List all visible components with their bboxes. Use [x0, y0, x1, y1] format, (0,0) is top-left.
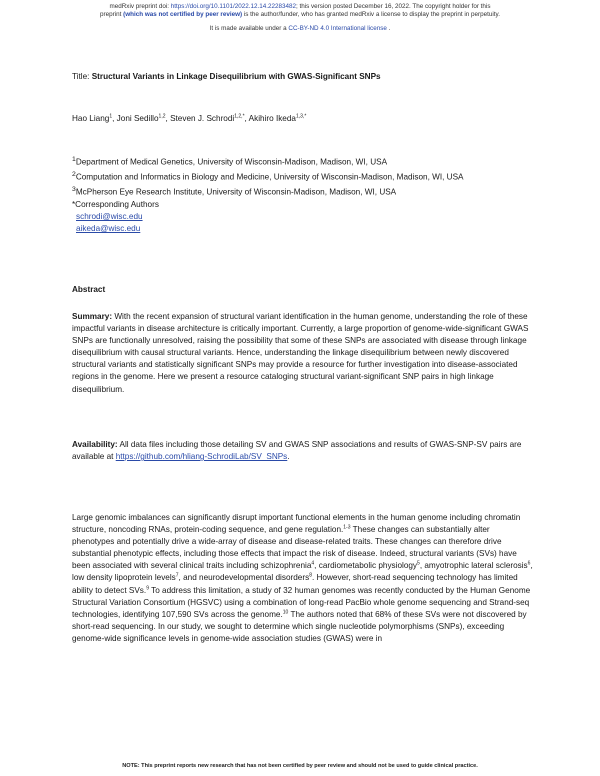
affiliations: [72, 154, 537, 235]
abstract-availability: Availability: All data files including those detailing SV and GWAS SNP associations and results of GWAS-SNP-SV pairs are available at https://github.com/hliang-SchrodiLab/SV_SNPs.: [72, 440, 522, 462]
email-link[interactable]: aikeda@wisc.edu: [76, 224, 141, 234]
github-link[interactable]: https://github.com/hliang-SchrodiLab/SV_SNPs: [115, 452, 288, 462]
preprint-header-line-1: medRxiv preprint doi: https://doi.org/10.1101/2022.12.14.22283482; this version posted December 16, 2022. The copyright holder for this: [109, 3, 491, 10]
author-name: Joni Sedillo: [116, 114, 159, 123]
abstract-summary: Summary: With the recent expansion of structural variant identification in the human genome, understanding the role of these impactful variants in disease architecture is critically important. Currently, a large proportion of genome-wide-significant GWAS SNPs are functionally unresolved, raising the possibility that some of these SNPs are associated with disease through linkage disequilibrium with causal structural variants. Hence, understanding the linkage disequilibrium between newly discovered structural variants and statistically significant SNPs may provide a resource for further investigation into disease-associated regions in the genome. Here we present a resource cataloging structural variant-significant SNP pairs in high linkage disequilibrium.: [72, 312, 529, 394]
author-list: Hao Liang$^1$, Joni Sedillo$^{1,2}$, Steven J. Schrodi$^{1,2,*}$, Akihiro Ikeda$^{1,3,*}$: [72, 113, 307, 123]
email-link[interactable]: schrodi@wisc.edu: [76, 212, 143, 222]
author-name: Akihiro Ikeda: [248, 114, 296, 123]
affiliation-item: $^2$Computation and Informatics in Biology and Medicine, University of Wisconsin-Madison, Madison, WI, USA: [72, 170, 464, 182]
preprint-header-line-2: preprint (which was not certified by peer review) is the author/funder, who has granted medRxiv a license to display the preprint in perpetuity.: [100, 11, 500, 18]
body-paragraph: Large genomic imbalances can significantly disrupt important functional elements in the human genome including chromatin structure, noncoding RNAs, protein-coding sequence, and gene regulation.$^{1-3}$ These changes can substantially alter phenotypes and potentially drive a wide-array of disease and disease-related traits. These changes can therefore drive substantial phenotypic effects, including those effects that impact the risk of disease. Indeed, structural variants (SVs) have been associated with several clinical traits including schizophrenia$^4$, cardiometabolic physiology$^5$, amyotrophic lateral sclerosis$^6$, low density lipoprotein levels$^7$, and neurodevelopmental disorders$^8$. However, short-read sequencing technology has limited ability to detect SVs.$^9$ To address this limitation, a study of 32 human genomes was recently conducted by the Human Genome Structural Variation Consortium (HGSVC) using a combination of long-read PacBio whole genome sequencing and Strand-seq technologies, identifying 107,590 SVs across the genome.$^{10}$ The authors noted that 68% of these SVs were not discovered by short-read sequencing. In our study, we sought to determine which single nucleotide polymorphisms (SNPs), exceeding genome-wide significance levels in genome-wide association studies (GWAS) were in: [72, 513, 533, 643]
author-name: Hao Liang: [72, 114, 110, 123]
author-name: Steven J. Schrodi: [170, 114, 235, 123]
preprint-footer-note: NOTE: This preprint reports new research that has not been certified by peer review and should not be used to guide clinical practice.: [122, 763, 478, 769]
doi-link[interactable]: https://doi.org/10.1101/2022.12.14.22283482: [170, 3, 296, 10]
paper-title: Title: Structural Variants in Linkage Disequilibrium with GWAS-Significant SNPs: [72, 72, 381, 81]
license-link[interactable]: CC-BY-ND 4.0 International license: [288, 25, 387, 32]
affiliation-item: $^1$Department of Medical Genetics, University of Wisconsin-Madison, Madison, WI, USA: [72, 156, 388, 167]
affiliation-item: $^3$McPherson Eye Research Institute, University of Wisconsin-Madison, Madison, WI, USA: [72, 185, 397, 197]
corresponding-authors-label: *Corresponding Authors: [72, 199, 159, 209]
abstract-heading: Abstract: [72, 285, 106, 294]
preprint-header-line-3: It is made available under a CC-BY-ND 4.0 International license .: [209, 25, 391, 32]
